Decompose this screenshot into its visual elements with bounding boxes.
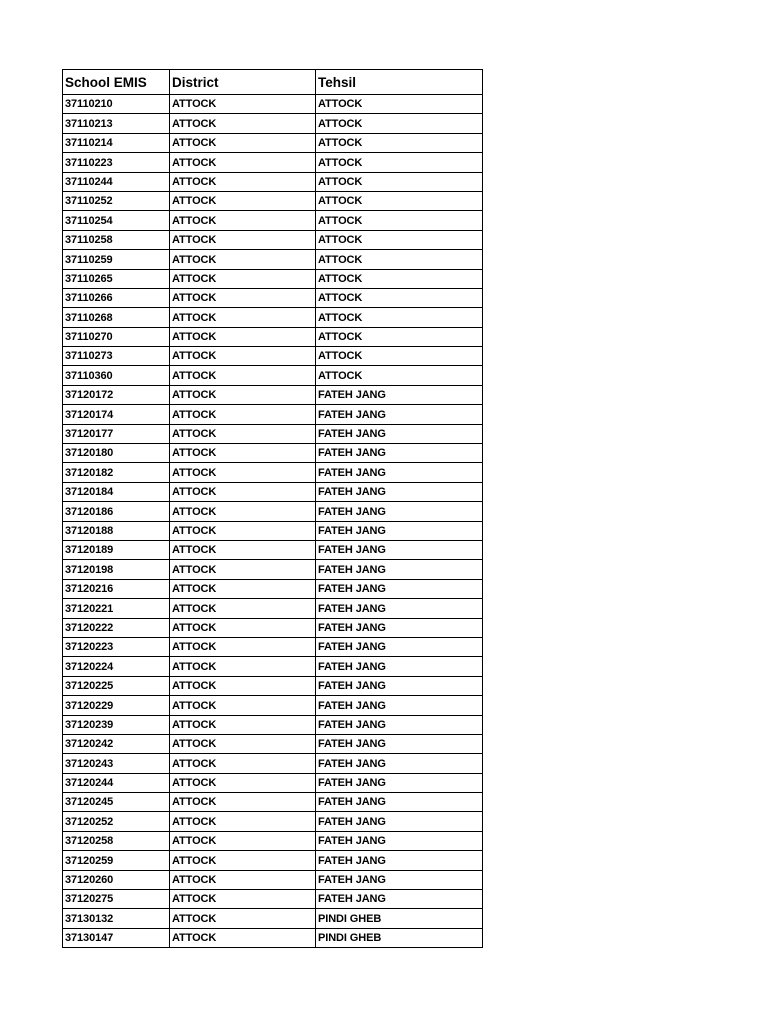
cell-school-emis: 37110254 xyxy=(63,211,170,230)
cell-district: ATTOCK xyxy=(170,482,316,501)
table-row xyxy=(63,831,483,850)
cell-school-emis: 37120186 xyxy=(63,502,170,521)
cell-district: ATTOCK xyxy=(170,133,316,152)
cell-school-emis: 37110268 xyxy=(63,308,170,327)
cell-district: ATTOCK xyxy=(170,385,316,404)
cell-tehsil: FATEH JANG xyxy=(316,676,483,695)
table-row xyxy=(63,599,483,618)
cell-school-emis: 37120252 xyxy=(63,812,170,831)
table-row xyxy=(63,347,483,366)
table-row xyxy=(63,95,483,114)
cell-district: ATTOCK xyxy=(170,172,316,191)
cell-school-emis: 37110213 xyxy=(63,114,170,133)
cell-tehsil: ATTOCK xyxy=(316,327,483,346)
cell-tehsil: ATTOCK xyxy=(316,95,483,114)
cell-school-emis: 37110265 xyxy=(63,269,170,288)
cell-school-emis: 37120258 xyxy=(63,831,170,850)
cell-school-emis: 37110223 xyxy=(63,153,170,172)
table-row xyxy=(63,928,483,947)
cell-district: ATTOCK xyxy=(170,230,316,249)
table-row xyxy=(63,191,483,210)
cell-tehsil: FATEH JANG xyxy=(316,579,483,598)
cell-school-emis: 37120225 xyxy=(63,676,170,695)
cell-district: ATTOCK xyxy=(170,928,316,947)
cell-tehsil: FATEH JANG xyxy=(316,618,483,637)
cell-school-emis: 37110258 xyxy=(63,230,170,249)
cell-district: ATTOCK xyxy=(170,599,316,618)
cell-district: ATTOCK xyxy=(170,637,316,656)
cell-tehsil: FATEH JANG xyxy=(316,793,483,812)
cell-school-emis: 37110360 xyxy=(63,366,170,385)
cell-tehsil: ATTOCK xyxy=(316,133,483,152)
table-body xyxy=(63,95,483,948)
header-school-emis: School EMIS xyxy=(63,70,170,95)
cell-tehsil: ATTOCK xyxy=(316,211,483,230)
cell-district: ATTOCK xyxy=(170,95,316,114)
table-row xyxy=(63,851,483,870)
cell-district: ATTOCK xyxy=(170,579,316,598)
table-row xyxy=(63,754,483,773)
cell-school-emis: 37130147 xyxy=(63,928,170,947)
cell-tehsil: ATTOCK xyxy=(316,366,483,385)
cell-district: ATTOCK xyxy=(170,424,316,443)
table-row xyxy=(63,250,483,269)
cell-district: ATTOCK xyxy=(170,831,316,850)
cell-tehsil: FATEH JANG xyxy=(316,463,483,482)
table-row xyxy=(63,424,483,443)
cell-school-emis: 37120174 xyxy=(63,405,170,424)
table-row xyxy=(63,230,483,249)
cell-tehsil: ATTOCK xyxy=(316,308,483,327)
table-row xyxy=(63,444,483,463)
cell-district: ATTOCK xyxy=(170,347,316,366)
cell-school-emis: 37120172 xyxy=(63,385,170,404)
header-row xyxy=(63,70,483,95)
cell-school-emis: 37120222 xyxy=(63,618,170,637)
table-row xyxy=(63,773,483,792)
cell-tehsil: ATTOCK xyxy=(316,191,483,210)
cell-district: ATTOCK xyxy=(170,734,316,753)
table-row xyxy=(63,463,483,482)
cell-tehsil: ATTOCK xyxy=(316,114,483,133)
cell-district: ATTOCK xyxy=(170,909,316,928)
cell-tehsil: FATEH JANG xyxy=(316,812,483,831)
cell-tehsil: FATEH JANG xyxy=(316,405,483,424)
table-row xyxy=(63,308,483,327)
table-row xyxy=(63,482,483,501)
table-row xyxy=(63,133,483,152)
table-row xyxy=(63,172,483,191)
cell-school-emis: 37120180 xyxy=(63,444,170,463)
cell-tehsil: FATEH JANG xyxy=(316,851,483,870)
document-page xyxy=(62,69,483,948)
table-row xyxy=(63,211,483,230)
cell-district: ATTOCK xyxy=(170,657,316,676)
cell-district: ATTOCK xyxy=(170,191,316,210)
table-row xyxy=(63,385,483,404)
cell-tehsil: ATTOCK xyxy=(316,230,483,249)
cell-tehsil: ATTOCK xyxy=(316,288,483,307)
cell-school-emis: 37110259 xyxy=(63,250,170,269)
table-row xyxy=(63,890,483,909)
cell-district: ATTOCK xyxy=(170,851,316,870)
table-row xyxy=(63,579,483,598)
cell-district: ATTOCK xyxy=(170,114,316,133)
cell-school-emis: 37110270 xyxy=(63,327,170,346)
cell-tehsil: PINDI GHEB xyxy=(316,909,483,928)
table-row xyxy=(63,657,483,676)
cell-tehsil: ATTOCK xyxy=(316,172,483,191)
table-row xyxy=(63,793,483,812)
cell-district: ATTOCK xyxy=(170,444,316,463)
table-row xyxy=(63,366,483,385)
table-row xyxy=(63,734,483,753)
cell-school-emis: 37120223 xyxy=(63,637,170,656)
table-row xyxy=(63,521,483,540)
cell-school-emis: 37120260 xyxy=(63,870,170,889)
cell-district: ATTOCK xyxy=(170,812,316,831)
cell-district: ATTOCK xyxy=(170,715,316,734)
cell-district: ATTOCK xyxy=(170,870,316,889)
table-row xyxy=(63,812,483,831)
table-row xyxy=(63,560,483,579)
cell-district: ATTOCK xyxy=(170,288,316,307)
cell-school-emis: 37120259 xyxy=(63,851,170,870)
cell-school-emis: 37110252 xyxy=(63,191,170,210)
cell-school-emis: 37110244 xyxy=(63,172,170,191)
cell-school-emis: 37110210 xyxy=(63,95,170,114)
cell-school-emis: 37120216 xyxy=(63,579,170,598)
cell-district: ATTOCK xyxy=(170,676,316,695)
cell-tehsil: ATTOCK xyxy=(316,153,483,172)
cell-tehsil: FATEH JANG xyxy=(316,657,483,676)
cell-district: ATTOCK xyxy=(170,618,316,637)
cell-district: ATTOCK xyxy=(170,696,316,715)
cell-school-emis: 37120239 xyxy=(63,715,170,734)
cell-tehsil: ATTOCK xyxy=(316,250,483,269)
cell-district: ATTOCK xyxy=(170,269,316,288)
cell-district: ATTOCK xyxy=(170,773,316,792)
cell-tehsil: PINDI GHEB xyxy=(316,928,483,947)
table-row xyxy=(63,405,483,424)
cell-tehsil: FATEH JANG xyxy=(316,734,483,753)
table-row xyxy=(63,327,483,346)
table-row xyxy=(63,153,483,172)
table-row xyxy=(63,637,483,656)
cell-school-emis: 37120245 xyxy=(63,793,170,812)
cell-district: ATTOCK xyxy=(170,502,316,521)
cell-district: ATTOCK xyxy=(170,754,316,773)
table-row xyxy=(63,269,483,288)
cell-tehsil: FATEH JANG xyxy=(316,754,483,773)
cell-tehsil: FATEH JANG xyxy=(316,444,483,463)
cell-school-emis: 37120177 xyxy=(63,424,170,443)
cell-district: ATTOCK xyxy=(170,405,316,424)
cell-tehsil: FATEH JANG xyxy=(316,773,483,792)
table-row xyxy=(63,114,483,133)
cell-tehsil: FATEH JANG xyxy=(316,715,483,734)
cell-district: ATTOCK xyxy=(170,250,316,269)
cell-tehsil: FATEH JANG xyxy=(316,696,483,715)
cell-tehsil: FATEH JANG xyxy=(316,385,483,404)
cell-district: ATTOCK xyxy=(170,560,316,579)
table-row xyxy=(63,540,483,559)
table-row xyxy=(63,696,483,715)
cell-tehsil: ATTOCK xyxy=(316,269,483,288)
cell-school-emis: 37120242 xyxy=(63,734,170,753)
cell-tehsil: FATEH JANG xyxy=(316,560,483,579)
table-row xyxy=(63,870,483,889)
cell-school-emis: 37110214 xyxy=(63,133,170,152)
cell-tehsil: FATEH JANG xyxy=(316,502,483,521)
cell-tehsil: FATEH JANG xyxy=(316,599,483,618)
cell-district: ATTOCK xyxy=(170,366,316,385)
cell-district: ATTOCK xyxy=(170,153,316,172)
cell-school-emis: 37120184 xyxy=(63,482,170,501)
cell-school-emis: 37120189 xyxy=(63,540,170,559)
cell-school-emis: 37110266 xyxy=(63,288,170,307)
table-row xyxy=(63,909,483,928)
table-row xyxy=(63,502,483,521)
table-row xyxy=(63,676,483,695)
table-row xyxy=(63,715,483,734)
cell-tehsil: FATEH JANG xyxy=(316,870,483,889)
cell-district: ATTOCK xyxy=(170,540,316,559)
cell-school-emis: 37110273 xyxy=(63,347,170,366)
cell-school-emis: 37120198 xyxy=(63,560,170,579)
cell-district: ATTOCK xyxy=(170,463,316,482)
cell-school-emis: 37120182 xyxy=(63,463,170,482)
cell-district: ATTOCK xyxy=(170,211,316,230)
cell-district: ATTOCK xyxy=(170,521,316,540)
table-header xyxy=(63,70,483,95)
cell-school-emis: 37120229 xyxy=(63,696,170,715)
cell-school-emis: 37120188 xyxy=(63,521,170,540)
cell-district: ATTOCK xyxy=(170,308,316,327)
cell-district: ATTOCK xyxy=(170,327,316,346)
school-emis-table xyxy=(62,69,483,948)
cell-tehsil: FATEH JANG xyxy=(316,482,483,501)
header-tehsil: Tehsil xyxy=(316,70,483,95)
cell-district: ATTOCK xyxy=(170,793,316,812)
cell-tehsil: FATEH JANG xyxy=(316,831,483,850)
cell-tehsil: FATEH JANG xyxy=(316,424,483,443)
cell-tehsil: ATTOCK xyxy=(316,347,483,366)
cell-school-emis: 37130132 xyxy=(63,909,170,928)
cell-school-emis: 37120224 xyxy=(63,657,170,676)
table-row xyxy=(63,288,483,307)
cell-tehsil: FATEH JANG xyxy=(316,890,483,909)
cell-school-emis: 37120221 xyxy=(63,599,170,618)
cell-school-emis: 37120243 xyxy=(63,754,170,773)
cell-tehsil: FATEH JANG xyxy=(316,521,483,540)
cell-school-emis: 37120244 xyxy=(63,773,170,792)
cell-tehsil: FATEH JANG xyxy=(316,637,483,656)
header-district: District xyxy=(170,70,316,95)
table-row xyxy=(63,618,483,637)
cell-district: ATTOCK xyxy=(170,890,316,909)
cell-school-emis: 37120275 xyxy=(63,890,170,909)
cell-tehsil: FATEH JANG xyxy=(316,540,483,559)
